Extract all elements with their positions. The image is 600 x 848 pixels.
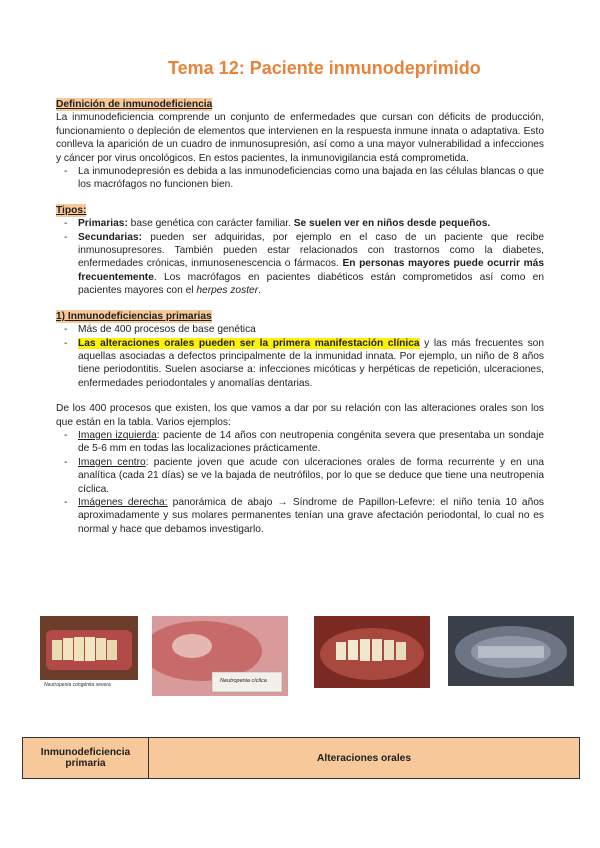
primarias-bullet-2 [56,337,544,391]
primarias-bold: Se suelen ver en niños desde pequeños. [293,218,491,230]
secundarias-text: pueden ser adquiridas, por ejemplo en el caso de un paciente que recibe inmunosupresores. También pueden estar relacionados con trastornos como la diabetes, enfermedades crónicas, inmunosenescencia o fármacos. [78,231,544,270]
ejemplo-izquierda-label: Imagen izquierda [78,429,157,441]
primarias-section [56,310,544,390]
ejemplo-centro [56,456,544,496]
secundarias-end: . [258,285,261,297]
secundarias-label: Secundarias: [78,231,142,243]
ejemplo-derecha-text: panorámica de abajo → Síndrome de Papillon-Lefevre: el niño tenía 10 años aproximadamente y sus molares permanentes tenían una grave afectación periodontal, lo cual no es normal y hace que debamos investigarlo. [78,496,544,535]
tipos-heading: Tipos: [56,204,87,216]
definition-section [56,98,544,192]
secundarias-tail: . Los macrófagos en pacientes diabéticos están comprometidos así como en pacientes mayores con el [78,271,544,297]
tipos-primarias [56,217,544,230]
page-title: Tema 12: Paciente inmunodeprimido [168,58,481,78]
table-header-col1: Inmunodeficiencia primaria [23,738,149,778]
xray-image [448,616,574,686]
definition-bullet: - La inmunodepresión es debida a las inmunodeficiencias como una bajada en las células blancas o que los macrófagos no funcionen bien. [56,165,544,192]
primarias-bullet-1: - Más de 400 procesos de base genética [56,323,544,336]
photo-center [152,616,288,696]
document-body [56,98,544,536]
mouth-ulcer-photo [152,616,288,696]
photo-right-1 [314,616,430,688]
teeth-photo-right [314,616,430,688]
primarias-bullet-2-text: y las más frecuentes son aquellas asociadas a defectos principalmente de la inmunidad innata. Por ejemplo, un niño de 8 años tiene periodontitis. Suelen asociarse a: infecciones micóticas y herpéticas de repetición, ulceraciones, enfermedades periodontales y anomalías dentarias. [78,337,544,389]
primarias-label: Primarias: [78,218,128,230]
primarias-highlight: Las alteraciones orales pueden ser la primera manifestación clínica [78,337,420,349]
ejemplo-derecha-label: Imágenes derecha: [78,496,168,508]
ejemplo-centro-text: : paciente joven que acude con ulceraciones orales de forma recurrente y en una analítica (cada 21 días) se ve la bajada de neutrófilos, por lo que se deduce que tiene una neutropenia cíclica. [78,456,544,495]
caption-center: Neutropenia cíclica [220,678,267,684]
ejemplo-centro-label: Imagen centro [78,456,146,468]
ejemplo-izquierda [56,429,544,456]
ejemplo-derecha [56,496,544,536]
ejemplos-section [56,402,544,536]
ejemplos-paragraph: De los 400 procesos que existen, los que vamos a dar por su relación con las alteraciones orales son los que están en la tabla. Varios ejemplos: [56,403,544,428]
table-header-col2: Alteraciones orales [149,738,579,778]
ejemplo-izquierda-text: : paciente de 14 años con neutropenia congénita severa que presentaba un sondaje de 5-6 mm en todas las localizaciones prácticamente. [78,429,545,455]
secundarias-italic: herpes zoster [196,285,259,297]
definition-heading: Definición de inmunodeficiencia [56,99,213,110]
clinical-images [0,616,600,696]
tipos-secundarias [56,231,544,298]
tipos-section [56,204,544,298]
primarias-heading: 1) Inmunodeficiencias primarias [56,310,212,322]
panoramic-xray [448,616,574,686]
caption-left: Neutropenia congénita severa [44,682,111,688]
photo-left [40,616,138,696]
secundarias-bold: En personas mayores puede ocurrir más frecuentemente [78,258,544,283]
inmunodeficiencias-table [22,737,580,779]
definition-paragraph: La inmunodeficiencia comprende un conjunto de enfermedades que cursan con déficits de producción, funcionamiento o depleción de elementos que intervienen en la respuesta inmune innata o adaptativa. Esto conlleva la aparición de un cuadro de inmunosupresión, así como a una mayor vulnerabilidad a infecciones y cáncer por virus oncológicos. En estos pacientes, la inmunovigilancia está comprometida. [56,112,544,164]
primarias-text: base genética con carácter familiar. [127,218,294,230]
